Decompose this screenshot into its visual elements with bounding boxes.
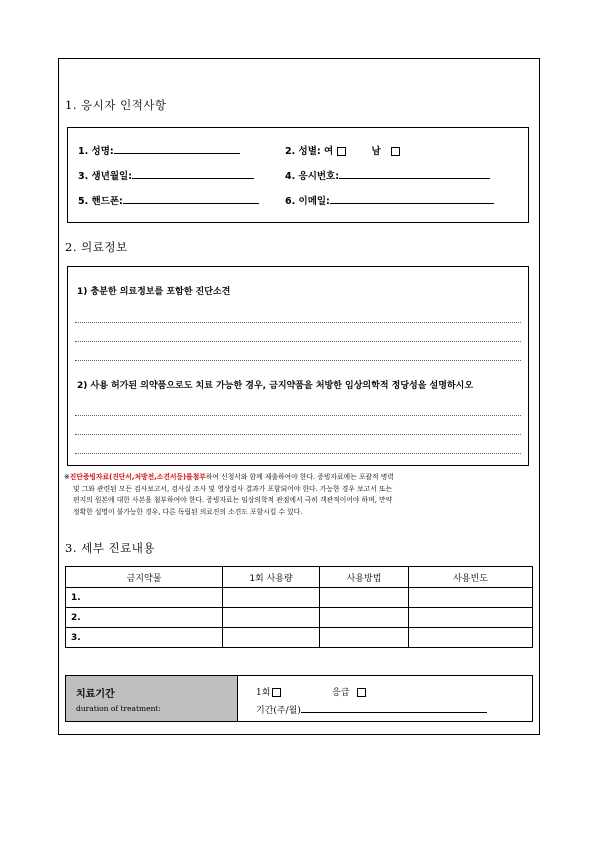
name-field[interactable] [78,143,240,157]
female-checkbox[interactable] [337,147,346,156]
phone-field[interactable] [78,193,259,207]
note-line-3: 편지의 원본에 대한 사본을 첨부하여야 한다. 증빙자료는 임상의학적 관점에서 극히 객관적이어야 하며, 만약 [73,496,393,504]
period-label-en: duration of treatment: [76,704,161,713]
method-cell[interactable] [320,588,409,608]
birth-input-line[interactable] [132,169,254,179]
dose-cell[interactable] [223,608,320,628]
dose-cell[interactable] [223,628,320,648]
answer-line[interactable] [75,453,521,454]
frequency-cell[interactable] [409,628,533,648]
table-row [66,628,533,648]
emergency-option[interactable] [332,685,366,698]
medical-info-box [67,266,529,466]
personal-info-box [67,127,529,223]
frequency-cell[interactable] [409,608,533,628]
birth-label: 3. 생년월일: [78,171,133,182]
row-number[interactable]: 3. [66,628,223,648]
diagnosis-question: 1) 충분한 의료정보를 포함한 진단소견 [77,287,231,297]
section-title-personal: 1. 응시자 인적사항 [65,98,167,112]
treatment-period-box [65,675,533,722]
exam-no-field[interactable] [285,168,490,182]
email-field[interactable] [285,193,494,207]
note-line-2: 및 그와 관련된 모든 검사보고서, 검사실 조사 및 영상검사 결과가 포함되어야 한다. 가능한 경우 보고서 또는 [73,484,393,493]
answer-line[interactable] [75,322,521,323]
col-header-dose: 1회 사용량 [223,567,320,588]
period-label-cell [66,676,238,721]
row-number[interactable]: 2. [66,608,223,628]
name-input-line[interactable] [114,144,240,154]
note-line-1 [64,472,537,484]
evidence-note [64,472,537,518]
frequency-cell[interactable] [409,588,533,608]
dose-cell[interactable] [223,588,320,608]
method-cell[interactable] [320,608,409,628]
col-header-method: 사용방법 [320,567,409,588]
row-number[interactable]: 1. [66,588,223,608]
emergency-checkbox[interactable] [357,688,366,697]
table-row [66,608,533,628]
email-label: 6. 이메일: [285,196,330,207]
email-input-line[interactable] [330,194,494,204]
col-header-frequency: 사용빈도 [409,567,533,588]
duration-input-line[interactable] [301,703,487,713]
section-title-treatment: 3. 세부 진료내용 [65,541,155,555]
justification-question: 2) 사용 허가된 의약품으로도 치료 가능한 경우, 금지약품을 처방한 임상의학적 정당성을 설명하시오 [77,381,474,391]
application-form [58,58,540,735]
col-header-drug: 금지약물 [66,567,223,588]
male-checkbox[interactable] [391,147,400,156]
section-title-medical: 2. 의료정보 [65,240,128,254]
gender-label: 2. 성별: 여 [285,146,334,157]
note-line-4: 정확한 설명이 불가능한 경우, 다른 독립된 의료진의 소견도 포함시킬 수 있다. [73,507,303,516]
table-header-row [66,567,533,588]
male-label: 남 [371,146,381,157]
treatment-table [65,566,533,648]
gender-field [285,143,400,157]
answer-line[interactable] [75,341,521,342]
answer-line[interactable] [75,360,521,361]
table-row [66,588,533,608]
answer-line[interactable] [75,415,521,416]
once-checkbox[interactable] [272,688,281,697]
once-label: 1회 [256,688,271,698]
exam-no-label: 4. 응시번호: [285,171,340,182]
emergency-label: 응급 [332,688,350,698]
phone-label: 5. 핸드폰: [78,196,123,207]
exam-no-input-line[interactable] [339,169,490,179]
note-mark: ※ [64,473,70,481]
note-required-text: 진단증빙자료(진단서,처방전,소견서등)를첨부 [69,473,206,481]
duration-label: 기간(주/월) [256,706,301,716]
birth-field[interactable] [78,168,254,182]
period-label: 치료기간 [76,689,115,700]
phone-input-line[interactable] [123,194,259,204]
answer-line[interactable] [75,434,521,435]
name-label: 1. 성명: [78,146,114,157]
duration-field[interactable] [256,703,487,716]
note-line-1-rest: 하여 신청서와 함께 제출하여야 한다. 증빙자료에는 포괄적 병력 [205,473,394,481]
once-option[interactable] [256,685,281,698]
method-cell[interactable] [320,628,409,648]
